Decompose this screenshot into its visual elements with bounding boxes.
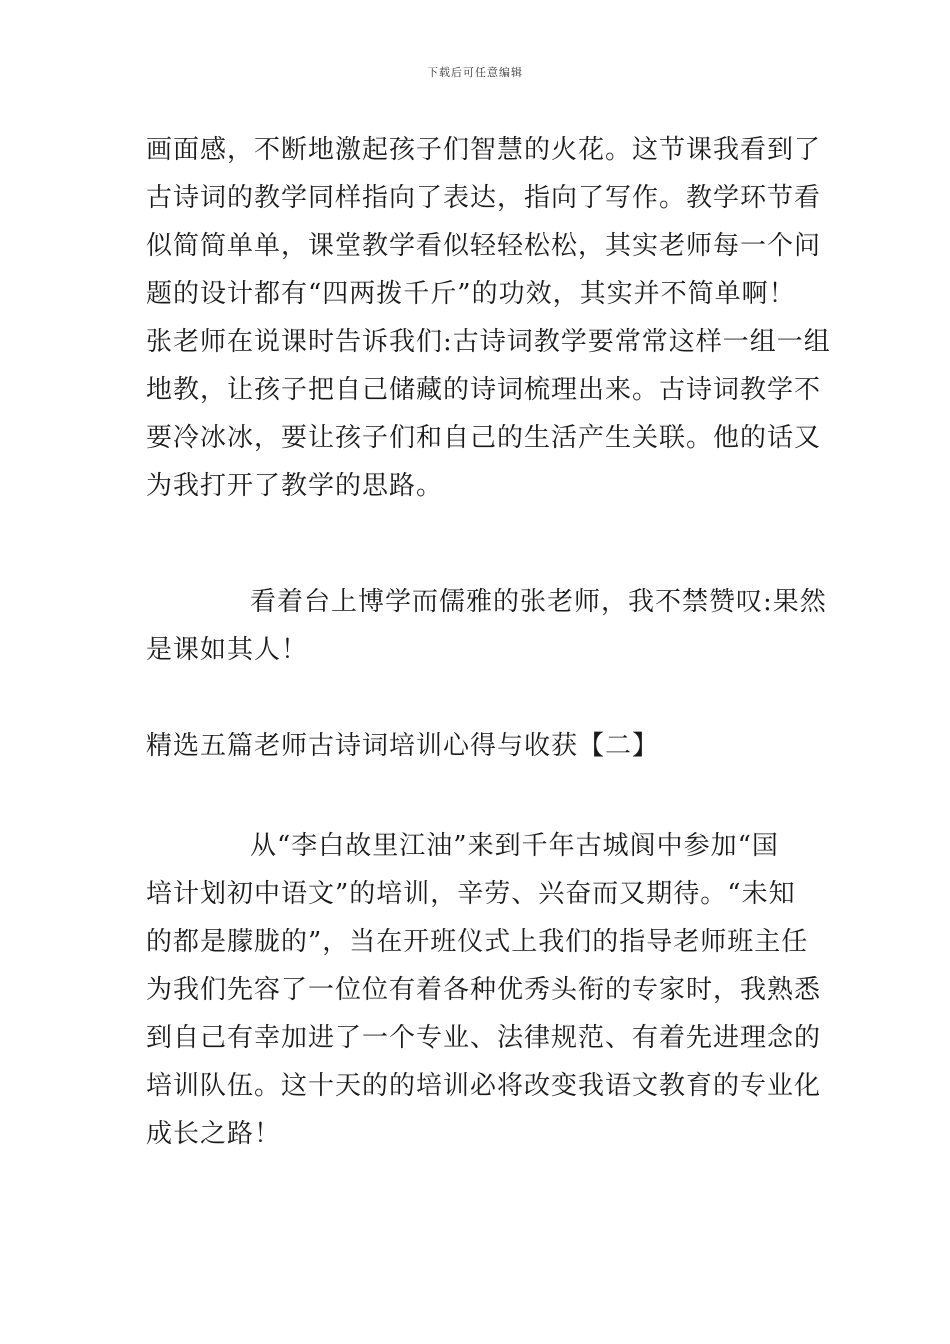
section-heading	[146, 722, 806, 770]
paragraph-line: 到自己有幸加进了一个专业、法律规范、有着先进理念的	[146, 1023, 822, 1053]
paragraph-2	[146, 578, 827, 674]
paragraph-line: 的都是朦胧的”，当在开班仪式上我们的指导老师班主任	[146, 927, 809, 957]
paragraph-line: 培训队伍。这十天的的培训必将改变我语文教育的专业化	[146, 1071, 822, 1101]
page-header: 下载后可任意编辑	[427, 66, 523, 79]
section-heading-text: 精选五篇老师古诗词培训心得与收获【二】	[146, 731, 660, 761]
paragraph-1	[146, 126, 831, 510]
paragraph-line: 看着台上博学而儒雅的张老师，我不禁赞叹:果然	[250, 587, 827, 617]
paragraph-line: 画面感，不断地激起孩子们智慧的火花。这节课我看到了	[146, 135, 822, 165]
paragraph-line: 张老师在说课时告诉我们:古诗词教学要常常这样一组一组	[146, 327, 831, 357]
paragraph-line: 培计划初中语文”的培训，辛劳、兴奋而又期待。“未知	[146, 879, 796, 909]
paragraph-line: 题的设计都有“四两拨千斤”的功效，其实并不简单啊！	[146, 279, 796, 309]
paragraph-line: 地教，让孩子把自己储藏的诗词梳理出来。古诗词教学不	[146, 375, 822, 405]
paragraph-line: 古诗词的教学同样指向了表达，指向了写作。教学环节看	[146, 183, 822, 213]
paragraph-line: 成长之路！	[146, 1119, 282, 1149]
paragraph-line: 为我们先容了一位位有着各种优秀头衔的专家时，我熟悉	[146, 975, 822, 1005]
paragraph-line: 从“李白故里江油”来到千年古城阆中参加“国	[250, 831, 779, 861]
paragraph-line: 为我打开了教学的思路。	[146, 471, 444, 501]
paragraph-line: 是课如其人！	[146, 635, 309, 665]
paragraph-line: 要冷冰冰，要让孩子们和自己的生活产生关联。他的话又	[146, 423, 822, 453]
paragraph-3	[146, 822, 822, 1158]
paragraph-line: 似简简单单，课堂教学看似轻轻松松，其实老师每一个问	[146, 231, 822, 261]
